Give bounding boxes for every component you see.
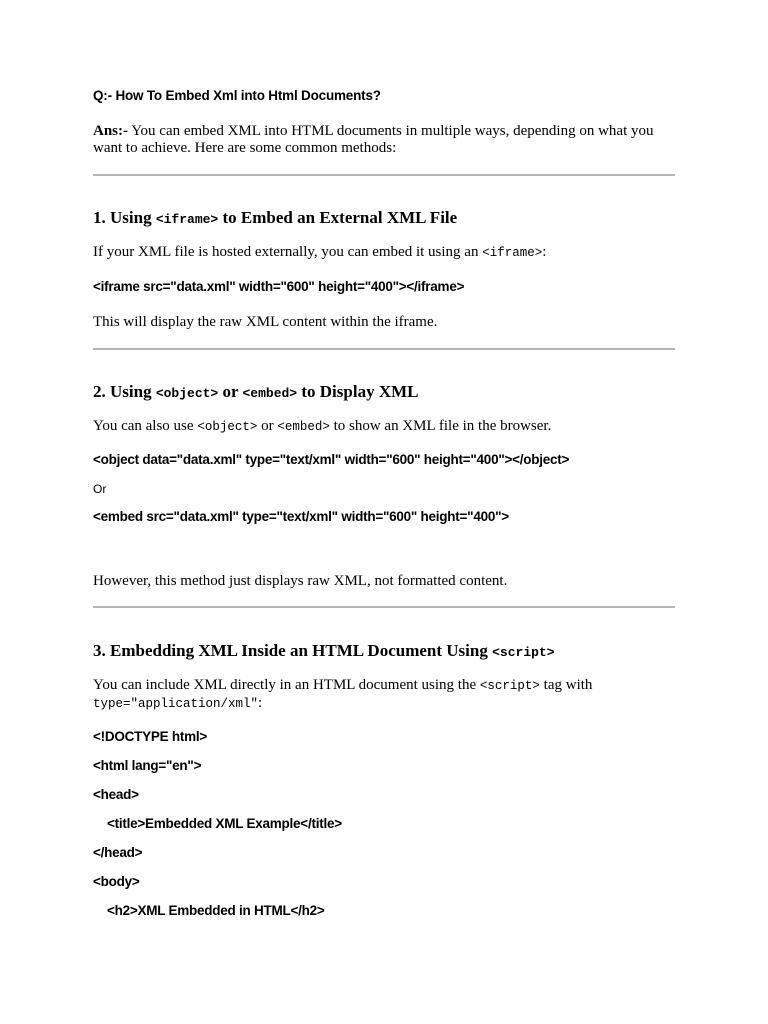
section-3-paragraph — [93, 677, 675, 713]
code-line: <body> — [93, 874, 140, 889]
divider — [93, 348, 675, 350]
section-2-para-text: You can also use — [93, 418, 198, 434]
section-2-heading-text: 2. Using — [93, 382, 156, 401]
section-1-heading-code: <iframe> — [155, 212, 219, 227]
section-1-paragraph — [93, 244, 675, 262]
section-2-code-embed: <embed src="data.xml" type="text/xml" width="600" height="400"> — [93, 509, 509, 524]
section-2-paragraph — [93, 418, 675, 436]
code-line: <!DOCTYPE html> — [93, 729, 208, 744]
code-line: <h2>XML Embedded in HTML</h2> — [107, 903, 325, 918]
code-line: <head> — [93, 787, 139, 802]
section-2-para-code-embed: <embed> — [277, 420, 330, 434]
section-2-para-end: to show an XML file in the browser. — [329, 418, 552, 434]
answer-text: You can embed XML into HTML documents in multiple ways, depending on what you want to achieve. Here are some common methods: — [93, 123, 654, 156]
section-1-para-text: If your XML file is hosted externally, you can embed it using an — [93, 244, 483, 260]
section-2-heading-code-object: <object> — [155, 386, 219, 401]
section-1-code: <iframe src="data.xml" width="600" height="400"></iframe> — [93, 279, 465, 294]
section-1-para-end: : — [542, 244, 547, 260]
section-2-note: However, this method just displays raw XML, not formatted content. — [93, 573, 508, 589]
section-2-para-code-object: <object> — [197, 420, 258, 434]
code-line: </head> — [93, 845, 143, 860]
section-3-para-tag-with: tag with — [539, 677, 593, 693]
section-1-heading-text-end: to Embed an External XML File — [218, 208, 458, 227]
section-1-heading-text: 1. Using — [93, 208, 156, 227]
answer-paragraph — [93, 123, 675, 157]
section-1-heading — [93, 208, 457, 228]
section-2-or: Or — [93, 482, 107, 496]
section-3-para-code-type: type="application/xml" — [93, 697, 259, 711]
divider — [93, 606, 675, 608]
section-1-note: This will display the raw XML content within the iframe. — [93, 314, 438, 330]
section-3-heading-text: 3. Embedding XML Inside an HTML Document Using — [93, 641, 493, 660]
section-3-heading-code: <script> — [492, 645, 555, 660]
section-2-heading-or: or — [218, 382, 243, 401]
code-line: <html lang="en"> — [93, 758, 202, 773]
divider — [93, 174, 675, 176]
question-heading: Q:- How To Embed Xml into Html Documents? — [93, 88, 381, 103]
section-3-para-text: You can include XML directly in an HTML document using the — [93, 677, 480, 693]
answer-label: Ans:- — [93, 123, 129, 139]
section-3-heading — [93, 641, 555, 661]
section-2-para-or: or — [257, 418, 278, 434]
section-2-code-object: <object data="data.xml" type="text/xml" width="600" height="400"></object> — [93, 452, 570, 467]
section-3-para-end: : — [258, 695, 263, 711]
section-3-para-code-script: <script> — [479, 679, 540, 693]
section-2-heading-text-end: to Display XML — [297, 382, 419, 401]
section-1-para-code: <iframe> — [482, 246, 543, 260]
code-line: <title>Embedded XML Example</title> — [107, 816, 342, 831]
section-2-heading-code-embed: <embed> — [242, 386, 298, 401]
section-2-heading — [93, 382, 418, 402]
